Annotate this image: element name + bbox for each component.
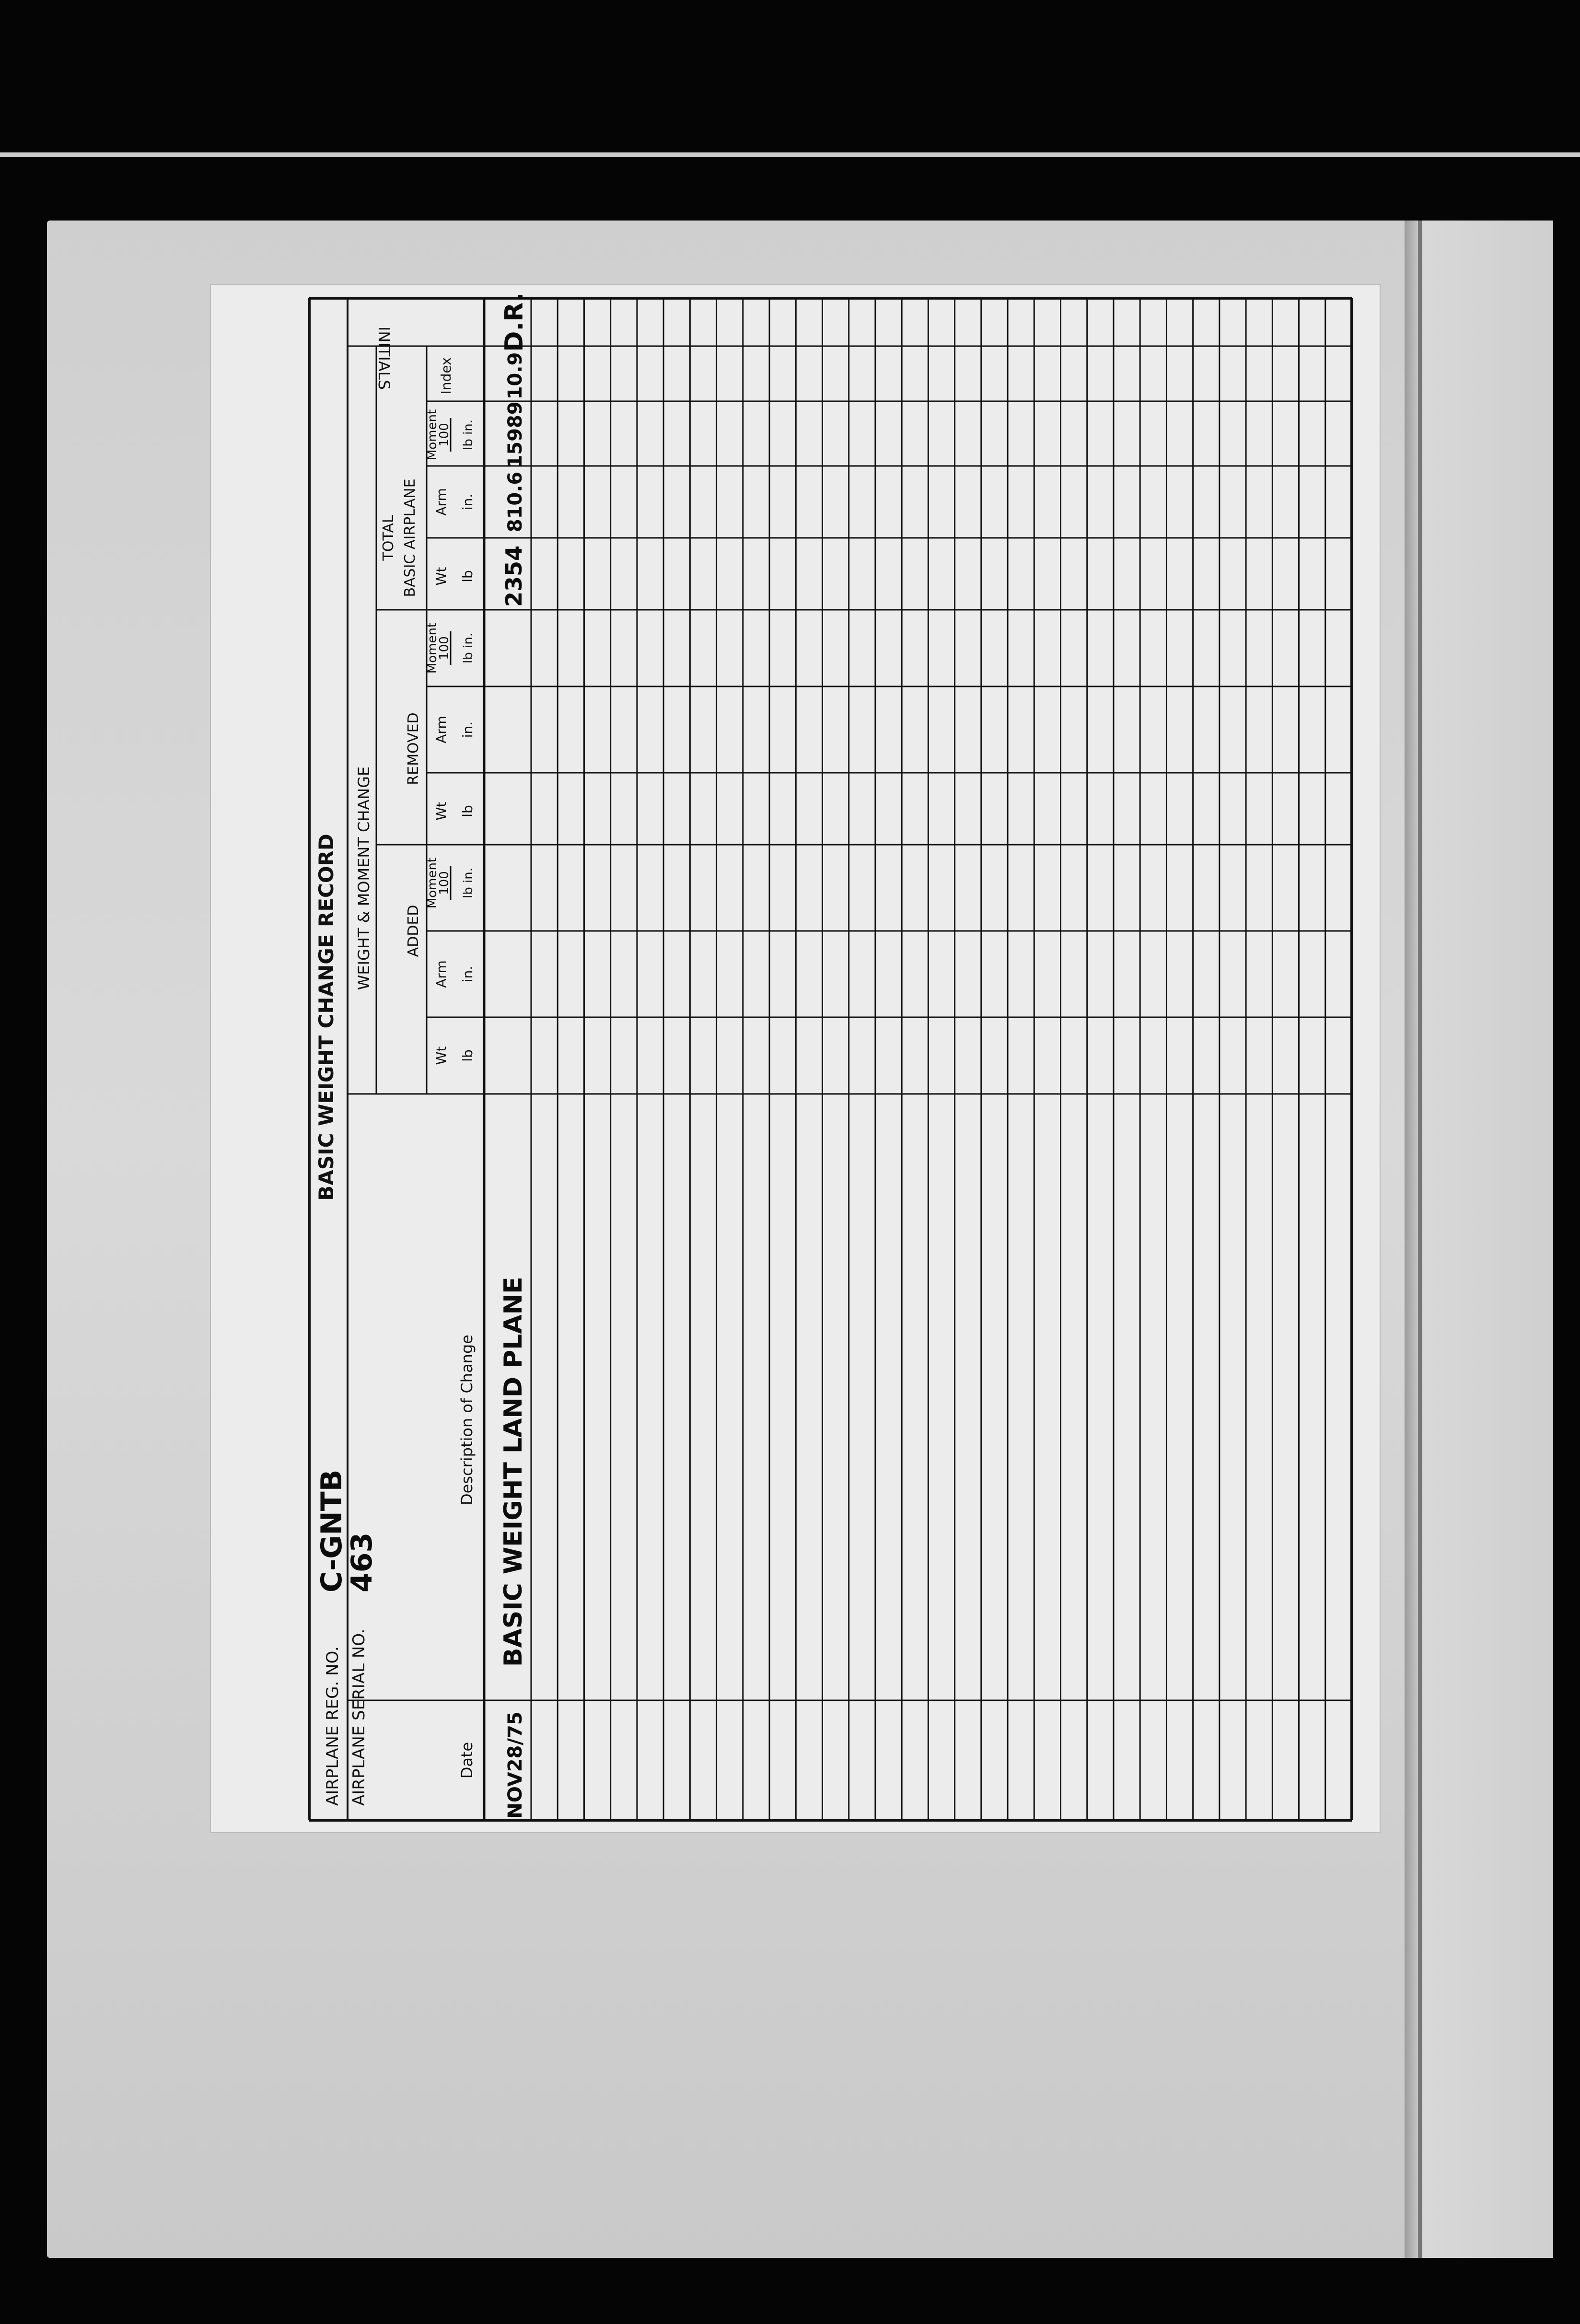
weight-moment-change-header: WEIGHT & MOMENT CHANGE xyxy=(355,766,373,990)
removed-moment-label: Moment xyxy=(425,622,440,674)
binding-strip xyxy=(1405,221,1553,2258)
entry-description: BASIC WEIGHT LAND PLANE xyxy=(499,1277,528,1667)
total-moment-label: Moment xyxy=(425,409,440,461)
added-arm-label: Arm xyxy=(433,960,449,988)
serial-no-label: AIRPLANE SERIAL NO. xyxy=(349,1628,369,1806)
weight-change-record-card xyxy=(210,284,1381,1833)
total-moment-divisor: 100 xyxy=(437,423,452,447)
reg-no-label: AIRPLANE REG. NO. xyxy=(323,1646,342,1806)
entry-initials: D.R. xyxy=(500,292,529,352)
date-column-header: Date xyxy=(458,1742,476,1779)
fold-line xyxy=(1418,221,1422,2258)
added-header: ADDED xyxy=(405,905,422,957)
total-moment-unit: lb in. xyxy=(461,419,476,450)
removed-arm-unit: in. xyxy=(460,721,476,738)
entry-total-wt: 2354 xyxy=(501,545,527,607)
total-wt-unit: lb xyxy=(460,570,476,582)
total-subheaders xyxy=(425,357,476,585)
total-wt-label: Wt xyxy=(433,567,449,586)
added-subheaders xyxy=(425,858,476,1065)
removed-moment-divisor: 100 xyxy=(437,636,452,660)
added-wt-label: Wt xyxy=(433,1046,449,1065)
removed-arm-label: Arm xyxy=(433,716,449,744)
added-moment-divisor: 100 xyxy=(437,871,452,895)
rotated-form xyxy=(211,285,1380,1832)
removed-subheaders xyxy=(425,623,476,821)
total-index-label: Index xyxy=(438,357,454,395)
entry-total-moment: 15989 xyxy=(504,401,526,468)
entry-row xyxy=(499,292,529,1819)
entry-total-index: 10.9 xyxy=(504,352,526,400)
total-header-line1: TOTAL xyxy=(380,515,397,561)
added-wt-unit: lb xyxy=(460,1049,476,1062)
added-arm-unit: in. xyxy=(460,965,476,983)
removed-moment-unit: lb in. xyxy=(461,633,476,663)
form-title: BASIC WEIGHT CHANGE RECORD xyxy=(314,834,338,1201)
total-arm-unit: in. xyxy=(460,493,476,511)
removed-header: REMOVED xyxy=(405,712,422,785)
serial-no-value: 463 xyxy=(345,1532,379,1592)
reg-no-value: C-GNTB xyxy=(315,1469,349,1592)
removed-wt-label: Wt xyxy=(433,802,449,821)
form-grid xyxy=(211,285,1380,1832)
total-arm-label: Arm xyxy=(433,488,449,516)
total-header-line2: BASIC AIRPLANE xyxy=(402,478,418,597)
initials-header: INITIALS xyxy=(375,326,393,390)
entry-total-arm: 810.6 xyxy=(504,471,526,533)
entry-date: NOV28/75 xyxy=(504,1711,526,1819)
added-moment-label: Moment xyxy=(425,857,440,909)
removed-wt-unit: lb xyxy=(460,805,476,817)
blank-rows xyxy=(558,298,1325,1820)
added-moment-unit: lb in. xyxy=(461,868,476,898)
scan-edge-line xyxy=(0,152,1580,157)
description-column-header: Description of Change xyxy=(458,1335,476,1505)
